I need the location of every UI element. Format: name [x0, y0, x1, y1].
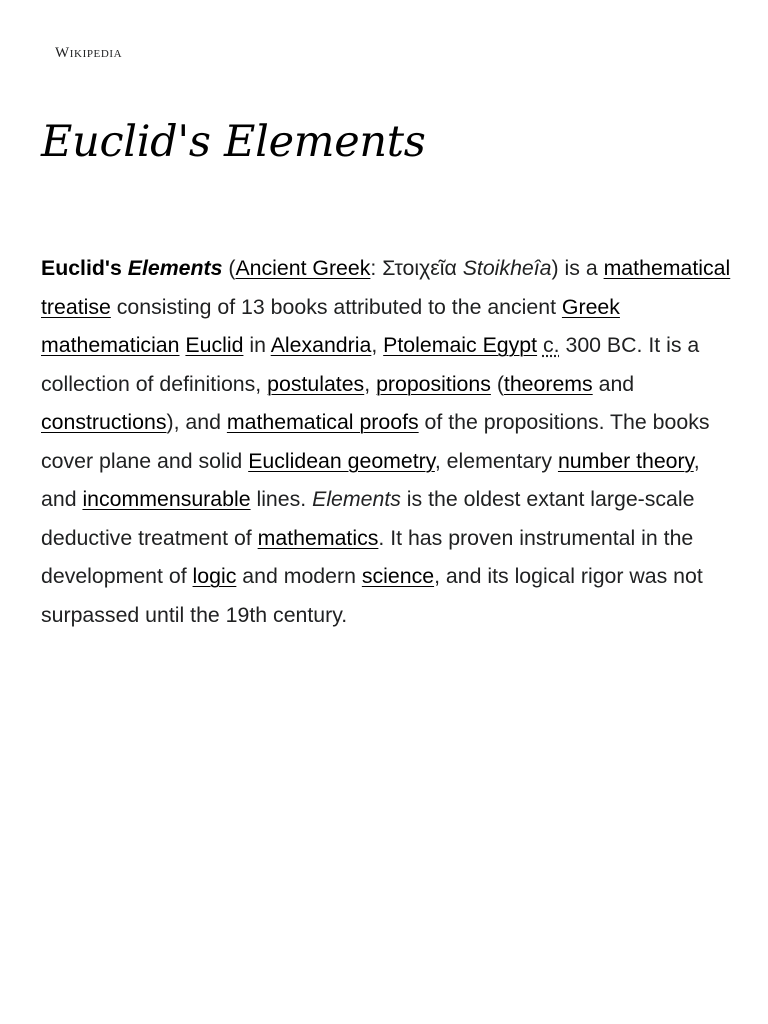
text-fragment: of the propositions. The books cover plane and solid — [41, 410, 710, 473]
text-fragment: and — [592, 371, 635, 396]
text-fragment: , and its logical rigor was not surpassed until the 19th century. — [41, 564, 703, 627]
link-mathematics[interactable]: mathematics — [257, 525, 379, 550]
link-theorems[interactable]: theorems — [503, 371, 593, 396]
link-propositions[interactable]: propositions — [376, 371, 491, 396]
text-fragment: , — [364, 371, 377, 396]
text-fragment: ) is a — [551, 256, 604, 280]
link-mathematical-proofs[interactable]: mathematical proofs — [226, 410, 419, 434]
link-number-theory[interactable]: number theory — [557, 448, 694, 473]
subject-italic-title: Elements — [127, 256, 223, 280]
italic-elements: Elements — [312, 487, 401, 511]
text-fragment: , — [371, 333, 384, 357]
text-fragment: 300 BC. It is a collection of definitions, — [41, 333, 700, 396]
link-science[interactable]: science — [361, 564, 435, 588]
text-fragment: , elementary — [434, 448, 558, 473]
text-fragment: is the oldest extant large-scale deductive treatment of — [41, 487, 695, 550]
text-fragment: : Στοιχεῖα — [370, 256, 463, 280]
link-constructions[interactable]: constructions — [41, 410, 167, 434]
transliteration: Stoikheîa — [462, 256, 552, 280]
link-ancient-greek[interactable]: Ancient Greek — [235, 256, 371, 280]
text-fragment: in — [243, 333, 271, 357]
text-fragment: lines. — [250, 487, 313, 511]
text-fragment: consisting of 13 books attributed to the ancient — [110, 294, 562, 319]
text-fragment: , and — [41, 448, 700, 511]
link-alexandria[interactable]: Alexandria — [270, 333, 372, 357]
lead-paragraph — [41, 249, 731, 634]
text-fragment: ( — [490, 371, 504, 396]
text-fragment: and modern — [236, 564, 362, 588]
site-header — [55, 44, 122, 64]
link-logic[interactable]: logic — [192, 564, 237, 588]
link-mathematical[interactable]: mathematical — [603, 256, 731, 280]
link-postulates[interactable]: postulates — [267, 371, 365, 396]
text-fragment: ), and — [166, 410, 227, 434]
abbr-circa: c. — [542, 333, 560, 357]
link-incommensurable[interactable]: incommensurable — [82, 487, 251, 511]
link-ptolemaic-egypt[interactable]: Ptolemaic Egypt — [383, 333, 538, 357]
lead-bold-subject — [41, 256, 222, 280]
wikipedia-wordmark-logo[interactable]: Wikipedia — [55, 45, 123, 61]
link-euclid[interactable]: Euclid — [185, 333, 244, 357]
link-greek-mathematician[interactable]: Greek mathematician — [41, 294, 620, 357]
page-title: Euclid's Elements — [41, 117, 426, 167]
text-fragment: . It has proven instrumental in the development of — [41, 525, 694, 588]
text-fragment: ( — [222, 256, 236, 280]
subject-text: Euclid's — [41, 256, 128, 280]
link-euclidean-geometry[interactable]: Euclidean geometry — [248, 448, 435, 473]
link-treatise[interactable]: treatise — [41, 294, 111, 319]
